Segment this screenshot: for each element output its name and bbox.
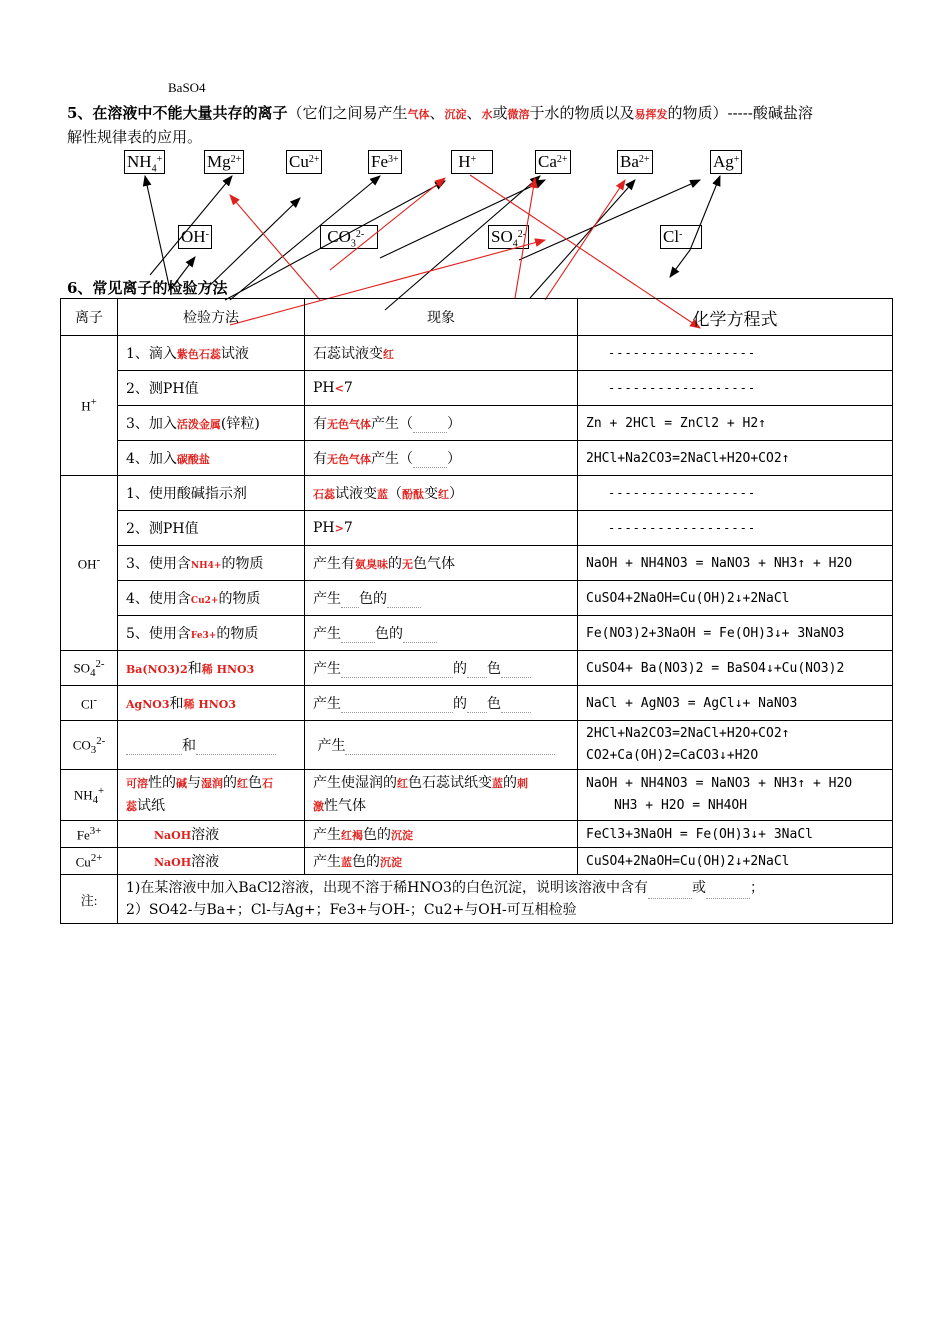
- blank: [501, 663, 531, 678]
- blank: [403, 628, 437, 643]
- text: 和: [169, 696, 184, 712]
- red-text: 稀 HNO3: [183, 698, 237, 711]
- text: 色的: [359, 591, 387, 607]
- blank: [648, 884, 692, 899]
- red-text: Cu2+: [190, 596, 219, 606]
- red-text: 石蕊: [313, 488, 335, 501]
- method: 1、使用酸碱指示剂: [118, 476, 305, 511]
- ion-cu: $Cu^{2+}$: [61, 848, 118, 875]
- table-row: [61, 581, 893, 616]
- red-text: 无色气体: [327, 418, 371, 431]
- cation-ca: $Ca^{2+}$: [535, 150, 571, 174]
- red-text: 沉淀: [391, 829, 413, 842]
- arrow-ag: [519, 180, 700, 260]
- red-volatile: 易挥发: [634, 108, 668, 121]
- text: 1)在某溶液中加入BaCl2溶液，出现不溶于稀HNO3的白色沉淀，说明该溶液中含有: [126, 880, 648, 896]
- method-line: [126, 795, 296, 818]
- text: 色: [487, 661, 501, 677]
- equation-dash: ------------------: [578, 336, 893, 371]
- equation-line: NaOH + NH4NO3 = NaNO3 + NH3↑ + H2O: [586, 776, 853, 791]
- text: 的物质: [218, 591, 261, 607]
- ion-co3: $CO_3^{2-}$: [61, 721, 118, 770]
- method: [118, 821, 305, 848]
- text: 产生有: [313, 556, 355, 572]
- red-text: 氨臭味: [355, 558, 388, 571]
- red-text: 激: [313, 800, 324, 813]
- phenomenon: [305, 651, 578, 686]
- text: 色的: [375, 626, 403, 642]
- cation-h: H+: [451, 150, 493, 174]
- red-text: 蓝: [492, 777, 503, 790]
- text: 色: [487, 696, 501, 712]
- section5-text: （它们之间易产生: [287, 104, 408, 122]
- ion-fe: $Fe^{3+}$: [61, 821, 118, 848]
- arrow-cl: [670, 250, 690, 277]
- text: 试液: [220, 346, 249, 362]
- text: 产生: [313, 626, 341, 642]
- arrow-fe: [230, 176, 380, 300]
- method: [118, 616, 305, 651]
- method: 2、测PH值: [118, 371, 305, 406]
- phenomenon: [305, 476, 578, 511]
- red-text: <: [334, 382, 344, 395]
- text: PH: [313, 380, 335, 396]
- text: (锌粒): [220, 416, 260, 432]
- text: 和: [182, 738, 196, 754]
- phenomenon: [305, 371, 578, 406]
- arrow-mg: [150, 176, 232, 275]
- cation-mg: $Mg^{2+}$: [204, 150, 244, 174]
- phenomenon: [305, 581, 578, 616]
- table-row: [61, 441, 893, 476]
- red-text: 湿润: [201, 777, 223, 790]
- equation: 2HCl+Na2CO3=2NaCl+H2O+CO2↑: [578, 441, 893, 476]
- text: PH: [313, 520, 335, 536]
- blank: [706, 884, 750, 899]
- ion-h: H+: [61, 336, 118, 476]
- section5-prefix: 5、在溶液中不能大量共存的离子: [67, 104, 288, 122]
- red-text: 蕊: [126, 800, 137, 813]
- equation: [578, 721, 893, 770]
- text: 产生: [317, 738, 346, 754]
- cation-cu: $Cu^{2+}$: [286, 150, 322, 174]
- method: 2、测PH值: [118, 511, 305, 546]
- blank: [196, 740, 276, 755]
- blank: [467, 698, 487, 713]
- note-line1: [126, 877, 884, 899]
- red-text: 红: [438, 488, 449, 501]
- table-row: [61, 336, 893, 371]
- method: [118, 848, 305, 875]
- red-text: 稀 HNO3: [201, 663, 255, 676]
- text: 试纸: [137, 798, 165, 814]
- red-text: Fe3+: [190, 631, 217, 641]
- equation-dash: ------------------: [578, 371, 893, 406]
- text: 试液变: [335, 486, 377, 502]
- phenomenon: [305, 546, 578, 581]
- ion-nh4: $NH_4^+$: [61, 770, 118, 821]
- text: 色石蕊试纸变: [408, 775, 492, 791]
- text: 4、使用含: [126, 591, 191, 607]
- arrow-h: [225, 181, 445, 300]
- text: 与: [187, 775, 201, 791]
- table-row: [61, 651, 893, 686]
- red-text: 碳酸盐: [176, 453, 210, 466]
- sep: 、: [466, 104, 482, 122]
- red-water: 水: [481, 108, 493, 121]
- table-row: [61, 616, 893, 651]
- header-equation: 化学方程式: [578, 299, 893, 336]
- text: ）: [447, 416, 461, 432]
- text: 的: [503, 775, 517, 791]
- table-row: [61, 511, 893, 546]
- text: 色的: [363, 827, 391, 843]
- red-text: 蓝: [341, 856, 352, 869]
- table-row: [61, 406, 893, 441]
- red-text: NH4+: [190, 561, 222, 571]
- red-text: 紫色石蕊: [176, 348, 221, 361]
- equation: CuSO4+2NaOH=Cu(OH)2↓+2NaCl: [578, 848, 893, 875]
- blank: [341, 628, 375, 643]
- section5-line2: 解性规律表的应用。: [67, 128, 203, 146]
- blank: [341, 663, 453, 678]
- red-text: 红: [397, 777, 408, 790]
- blank: [341, 698, 453, 713]
- text: 石蕊试液变: [313, 346, 383, 362]
- table-row: [61, 476, 893, 511]
- anion-cl: Cl-: [660, 225, 702, 249]
- text: 产生（: [371, 416, 413, 432]
- table-row: [61, 371, 893, 406]
- header-method: 检验方法: [118, 299, 305, 336]
- text: 的物质: [216, 626, 259, 642]
- table-row: [61, 686, 893, 721]
- method-line: [126, 772, 296, 795]
- equation-dash: ------------------: [578, 476, 893, 511]
- text: 5、使用含: [126, 626, 191, 642]
- text: 3、使用含: [126, 556, 191, 572]
- text: （: [388, 486, 402, 502]
- red-precip: 沉淀: [444, 108, 467, 121]
- red-arrow-1: [230, 195, 320, 300]
- text: 性的: [148, 775, 176, 791]
- note-line2: 2）SO42-与Ba+；Cl-与Ag+；Fe3+与OH-；Cu2+与OH-可互相检验: [126, 902, 577, 918]
- equation: Fe(NO3)2+3NaOH = Fe(OH)3↓+ 3NaNO3: [578, 616, 893, 651]
- red-text: 碱: [176, 777, 187, 790]
- note-content: [118, 875, 893, 924]
- blank: [413, 418, 447, 433]
- text: ）: [447, 451, 461, 467]
- phenomenon: [305, 848, 578, 875]
- phenomenon: [305, 770, 578, 821]
- phenomenon: [305, 406, 578, 441]
- blank: [501, 698, 531, 713]
- phenomenon: [305, 616, 578, 651]
- red-text: 刺: [517, 777, 528, 790]
- ion-cl: Cl-: [61, 686, 118, 721]
- equation: FeCl3+3NaOH = Fe(OH)3↓+ 3NaCl: [578, 821, 893, 848]
- red-arrow-5: [545, 180, 625, 300]
- phenomenon-line: [313, 772, 569, 795]
- text: 产生: [313, 854, 341, 870]
- top-formula: BaSO4: [168, 80, 206, 95]
- blank: [345, 740, 555, 755]
- equation-line: 2HCl+Na2CO3=2NaCl+H2O+CO2↑: [586, 726, 790, 741]
- red-text: 无色气体: [327, 453, 371, 466]
- header-phenomenon: 现象: [305, 299, 578, 336]
- equation: Zn + 2HCl = ZnCl2 + H2↑: [578, 406, 893, 441]
- method: [118, 770, 305, 821]
- phenomenon: [305, 686, 578, 721]
- sep: 、: [429, 104, 445, 122]
- red-gas: 气体: [407, 108, 430, 121]
- red-text: 蓝: [377, 488, 388, 501]
- method: [118, 686, 305, 721]
- red-text: 活泼金属: [176, 418, 221, 431]
- table-row: [61, 770, 893, 821]
- method: [118, 721, 305, 770]
- text: 的: [453, 661, 467, 677]
- text: 有: [313, 416, 327, 432]
- red-text: 可溶: [126, 777, 148, 790]
- red-text: 沉淀: [380, 856, 402, 869]
- table-row: [61, 721, 893, 770]
- red-text: 红褐: [341, 829, 363, 842]
- text: 4、加入: [126, 451, 177, 467]
- red-text: 石: [262, 777, 273, 790]
- equation-dash: ------------------: [578, 511, 893, 546]
- text: 或: [691, 880, 706, 896]
- cation-ag: Ag+: [710, 150, 742, 174]
- red-arrow-3: [330, 178, 445, 270]
- text: 1、滴入: [126, 346, 177, 362]
- red-text: Ba(NO3)2: [126, 663, 188, 676]
- cation-nh4: $NH_4^+$: [124, 150, 165, 174]
- text: 的物质: [221, 556, 264, 572]
- arrow-ag-cl: [690, 176, 720, 250]
- section6-title: 6、常见离子的检验方法: [67, 279, 228, 297]
- text: 的: [453, 696, 467, 712]
- text: 产生: [313, 661, 341, 677]
- phenomenon: [305, 821, 578, 848]
- cation-fe: $Fe^{3+}$: [368, 150, 402, 174]
- text: ）: [449, 486, 463, 502]
- phenomenon: [305, 511, 578, 546]
- text: 和: [187, 661, 202, 677]
- text: 产生（: [371, 451, 413, 467]
- ion-test-table: [60, 298, 893, 924]
- text: 溶液: [191, 854, 220, 870]
- text: 色气体: [413, 556, 455, 572]
- table-row: [61, 546, 893, 581]
- red-slight: 微溶: [507, 108, 530, 121]
- equation: CuSO4+2NaOH=Cu(OH)2↓+2NaCl: [578, 581, 893, 616]
- text: 产生使湿润的: [313, 775, 397, 791]
- cation-ba: $Ba^{2+}$: [617, 150, 653, 174]
- header-ion: 离子: [61, 299, 118, 336]
- blank: [413, 453, 447, 468]
- blank: [126, 740, 182, 755]
- text: 有: [313, 451, 327, 467]
- table-header-row: [61, 299, 893, 336]
- red-text: 红: [237, 777, 248, 790]
- section5-mid: 于水的物质以及: [529, 104, 635, 122]
- arrow-oh-nh4: [145, 176, 170, 290]
- text: 变: [424, 486, 438, 502]
- text: 色: [248, 775, 262, 791]
- or: 或: [492, 104, 508, 122]
- equation: CuSO4+ Ba(NO3)2 = BaSO4↓+Cu(NO3)2: [578, 651, 893, 686]
- ion-so4: $SO_4^{2-}$: [61, 651, 118, 686]
- phenomenon-line: [313, 795, 569, 818]
- text: 的: [223, 775, 237, 791]
- anion-oh: OH-: [178, 225, 212, 249]
- text: 7: [343, 520, 353, 536]
- equation-line: NH3 + H2O = NH4OH: [614, 798, 748, 813]
- text: 产生: [313, 827, 341, 843]
- red-arrow-4: [515, 178, 535, 298]
- red-text: NaOH: [154, 856, 192, 869]
- red-text: 红: [383, 348, 394, 361]
- method: [118, 651, 305, 686]
- text: 产生: [313, 696, 341, 712]
- table-row: [61, 821, 893, 848]
- equation: NaCl + AgNO3 = AgCl↓+ NaNO3: [578, 686, 893, 721]
- method: [118, 546, 305, 581]
- method: [118, 406, 305, 441]
- equation-line: CO2+Ca(OH)2=CaCO3↓+H2O: [586, 748, 759, 763]
- text: 的: [388, 556, 402, 572]
- anion-co3: $CO_3^{2-}$: [320, 225, 378, 249]
- section5-tail: 的物质）-----酸碱盐溶: [667, 104, 813, 122]
- text: 溶液: [191, 827, 220, 843]
- equation: NaOH + NH4NO3 = NaNO3 + NH3↑ + H2O: [578, 546, 893, 581]
- text: 性气体: [324, 798, 366, 814]
- phenomenon: [305, 721, 578, 770]
- red-text: NaOH: [154, 829, 192, 842]
- red-text: AgNO3: [126, 698, 170, 711]
- blank: [387, 593, 421, 608]
- ion-oh: OH-: [61, 476, 118, 651]
- text: 7: [343, 380, 353, 396]
- blank: [341, 593, 359, 608]
- anion-so4: $SO_4^{2-}$: [488, 225, 529, 249]
- method: [118, 581, 305, 616]
- phenomenon: [305, 441, 578, 476]
- text: ；: [749, 880, 764, 896]
- text: 3、加入: [126, 416, 177, 432]
- equation: [578, 770, 893, 821]
- phenomenon: [305, 336, 578, 371]
- table-row-note: [61, 875, 893, 924]
- method: [118, 441, 305, 476]
- red-text: 酚酞: [402, 488, 424, 501]
- method: [118, 336, 305, 371]
- arrow-ba: [530, 180, 635, 298]
- text: 产生: [313, 591, 341, 607]
- note-label: 注:: [61, 875, 118, 924]
- table-row: [61, 848, 893, 875]
- red-text: >: [334, 522, 344, 535]
- text: 色的: [352, 854, 380, 870]
- red-text: 无: [402, 558, 413, 571]
- blank: [467, 663, 487, 678]
